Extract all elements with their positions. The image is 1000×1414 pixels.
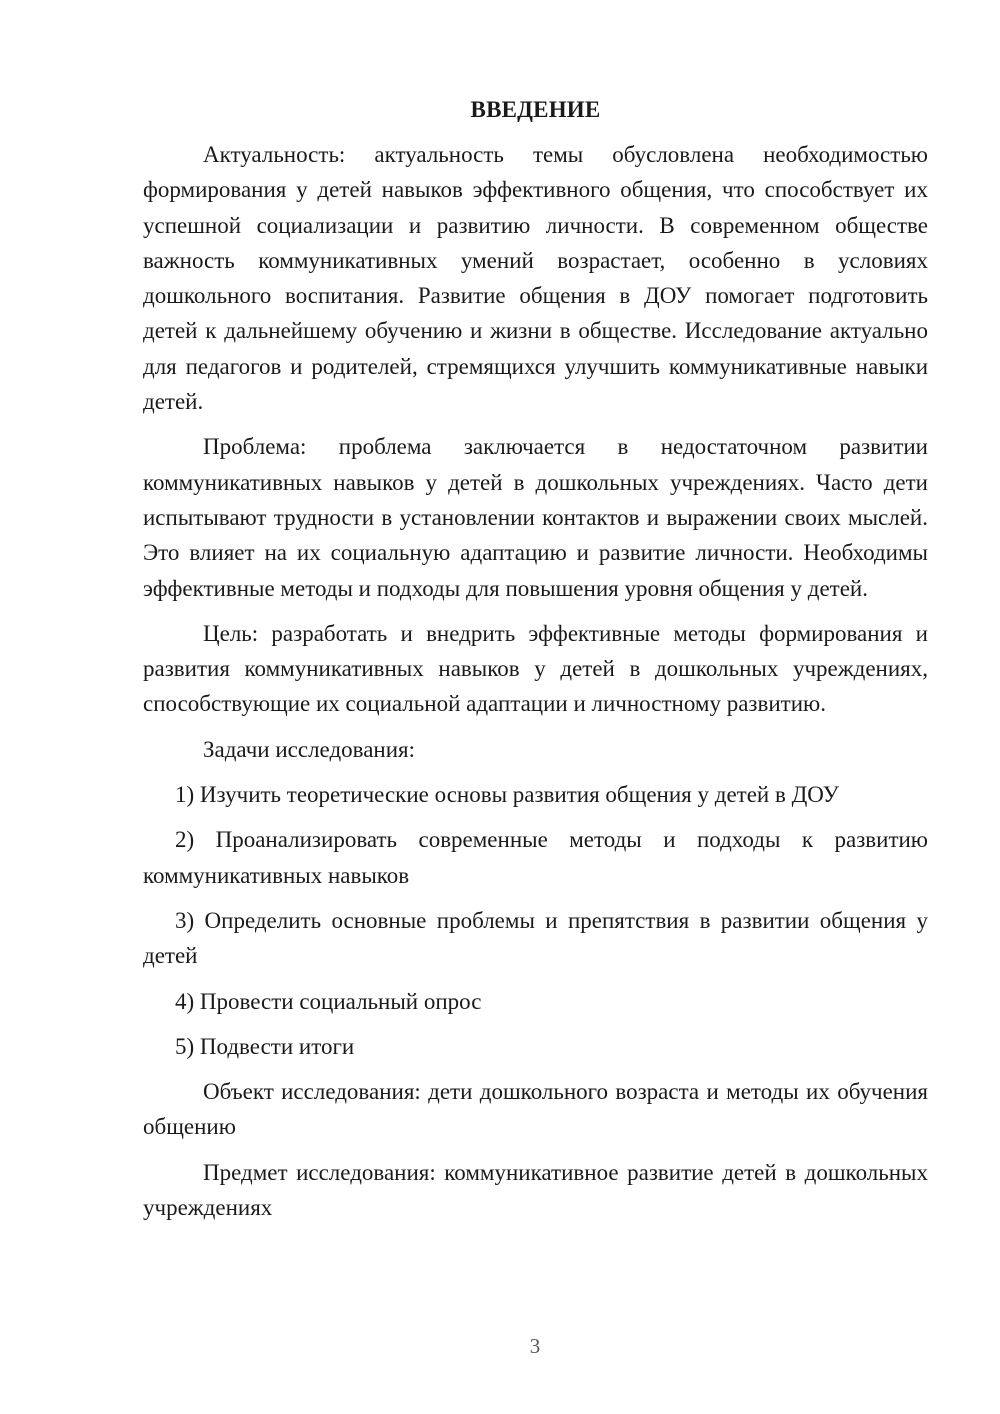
task-item: 2) Проанализировать современные методы и подходы к развитию коммуникативных навыков — [143, 827, 928, 888]
task-item: 3) Определить основные проблемы и препятствия в развитии общения у детей — [143, 907, 928, 969]
task-item: 5) Подвести итоги — [175, 1033, 355, 1059]
tasks-title: Задачи исследования: — [203, 736, 416, 762]
paragraph-object: Объект исследования: дети дошкольного возраста и методы их обучения общению — [143, 1079, 928, 1140]
section-heading: ВВЕДЕНИЕ — [470, 97, 601, 122]
page-number: 3 — [529, 1334, 541, 1358]
task-item: 1) Изучить теоретические основы развития общения у детей в ДОУ — [175, 782, 839, 808]
page-content — [143, 92, 928, 1225]
task-item: 4) Провести социальный опрос — [175, 988, 482, 1014]
paragraph-subject: Предмет исследования: коммуникативное развитие детей в дошкольных учреждениях — [143, 1159, 928, 1221]
paragraph-goal: Цель: разработать и внедрить эффективные методы формирования и развития коммуникативных навыков у детей в дошкольных учреждениях, способствующие их социальной адаптации и личностному развитию. — [143, 620, 928, 717]
paragraph-relevance: Актуальность: актуальность темы обусловлена необходимостью формирования у детей навыков эффективного общения, что способствует их успешной социализации и развитию личности. В современном обществе важность коммуникативных умений возрастает, особенно в условиях дошкольного воспитания. Развитие общения в ДОУ помогает подготовить детей к дальнейшему обучению и жизни в обществе. Исследование актуально для педагогов и родителей, стремящихся улучшить коммуникативные навыки детей. — [143, 142, 928, 415]
paragraph-problem: Проблема: проблема заключается в недостаточном развитии коммуникативных навыков у детей в дошкольных учреждениях. Часто дети испытывают трудности в установлении контактов и выражении своих мыслей. Это влияет на их социальную адаптацию и развитие личности. Необходимы эффективные методы и подходы для повышения уровня общения у детей. — [143, 434, 928, 601]
